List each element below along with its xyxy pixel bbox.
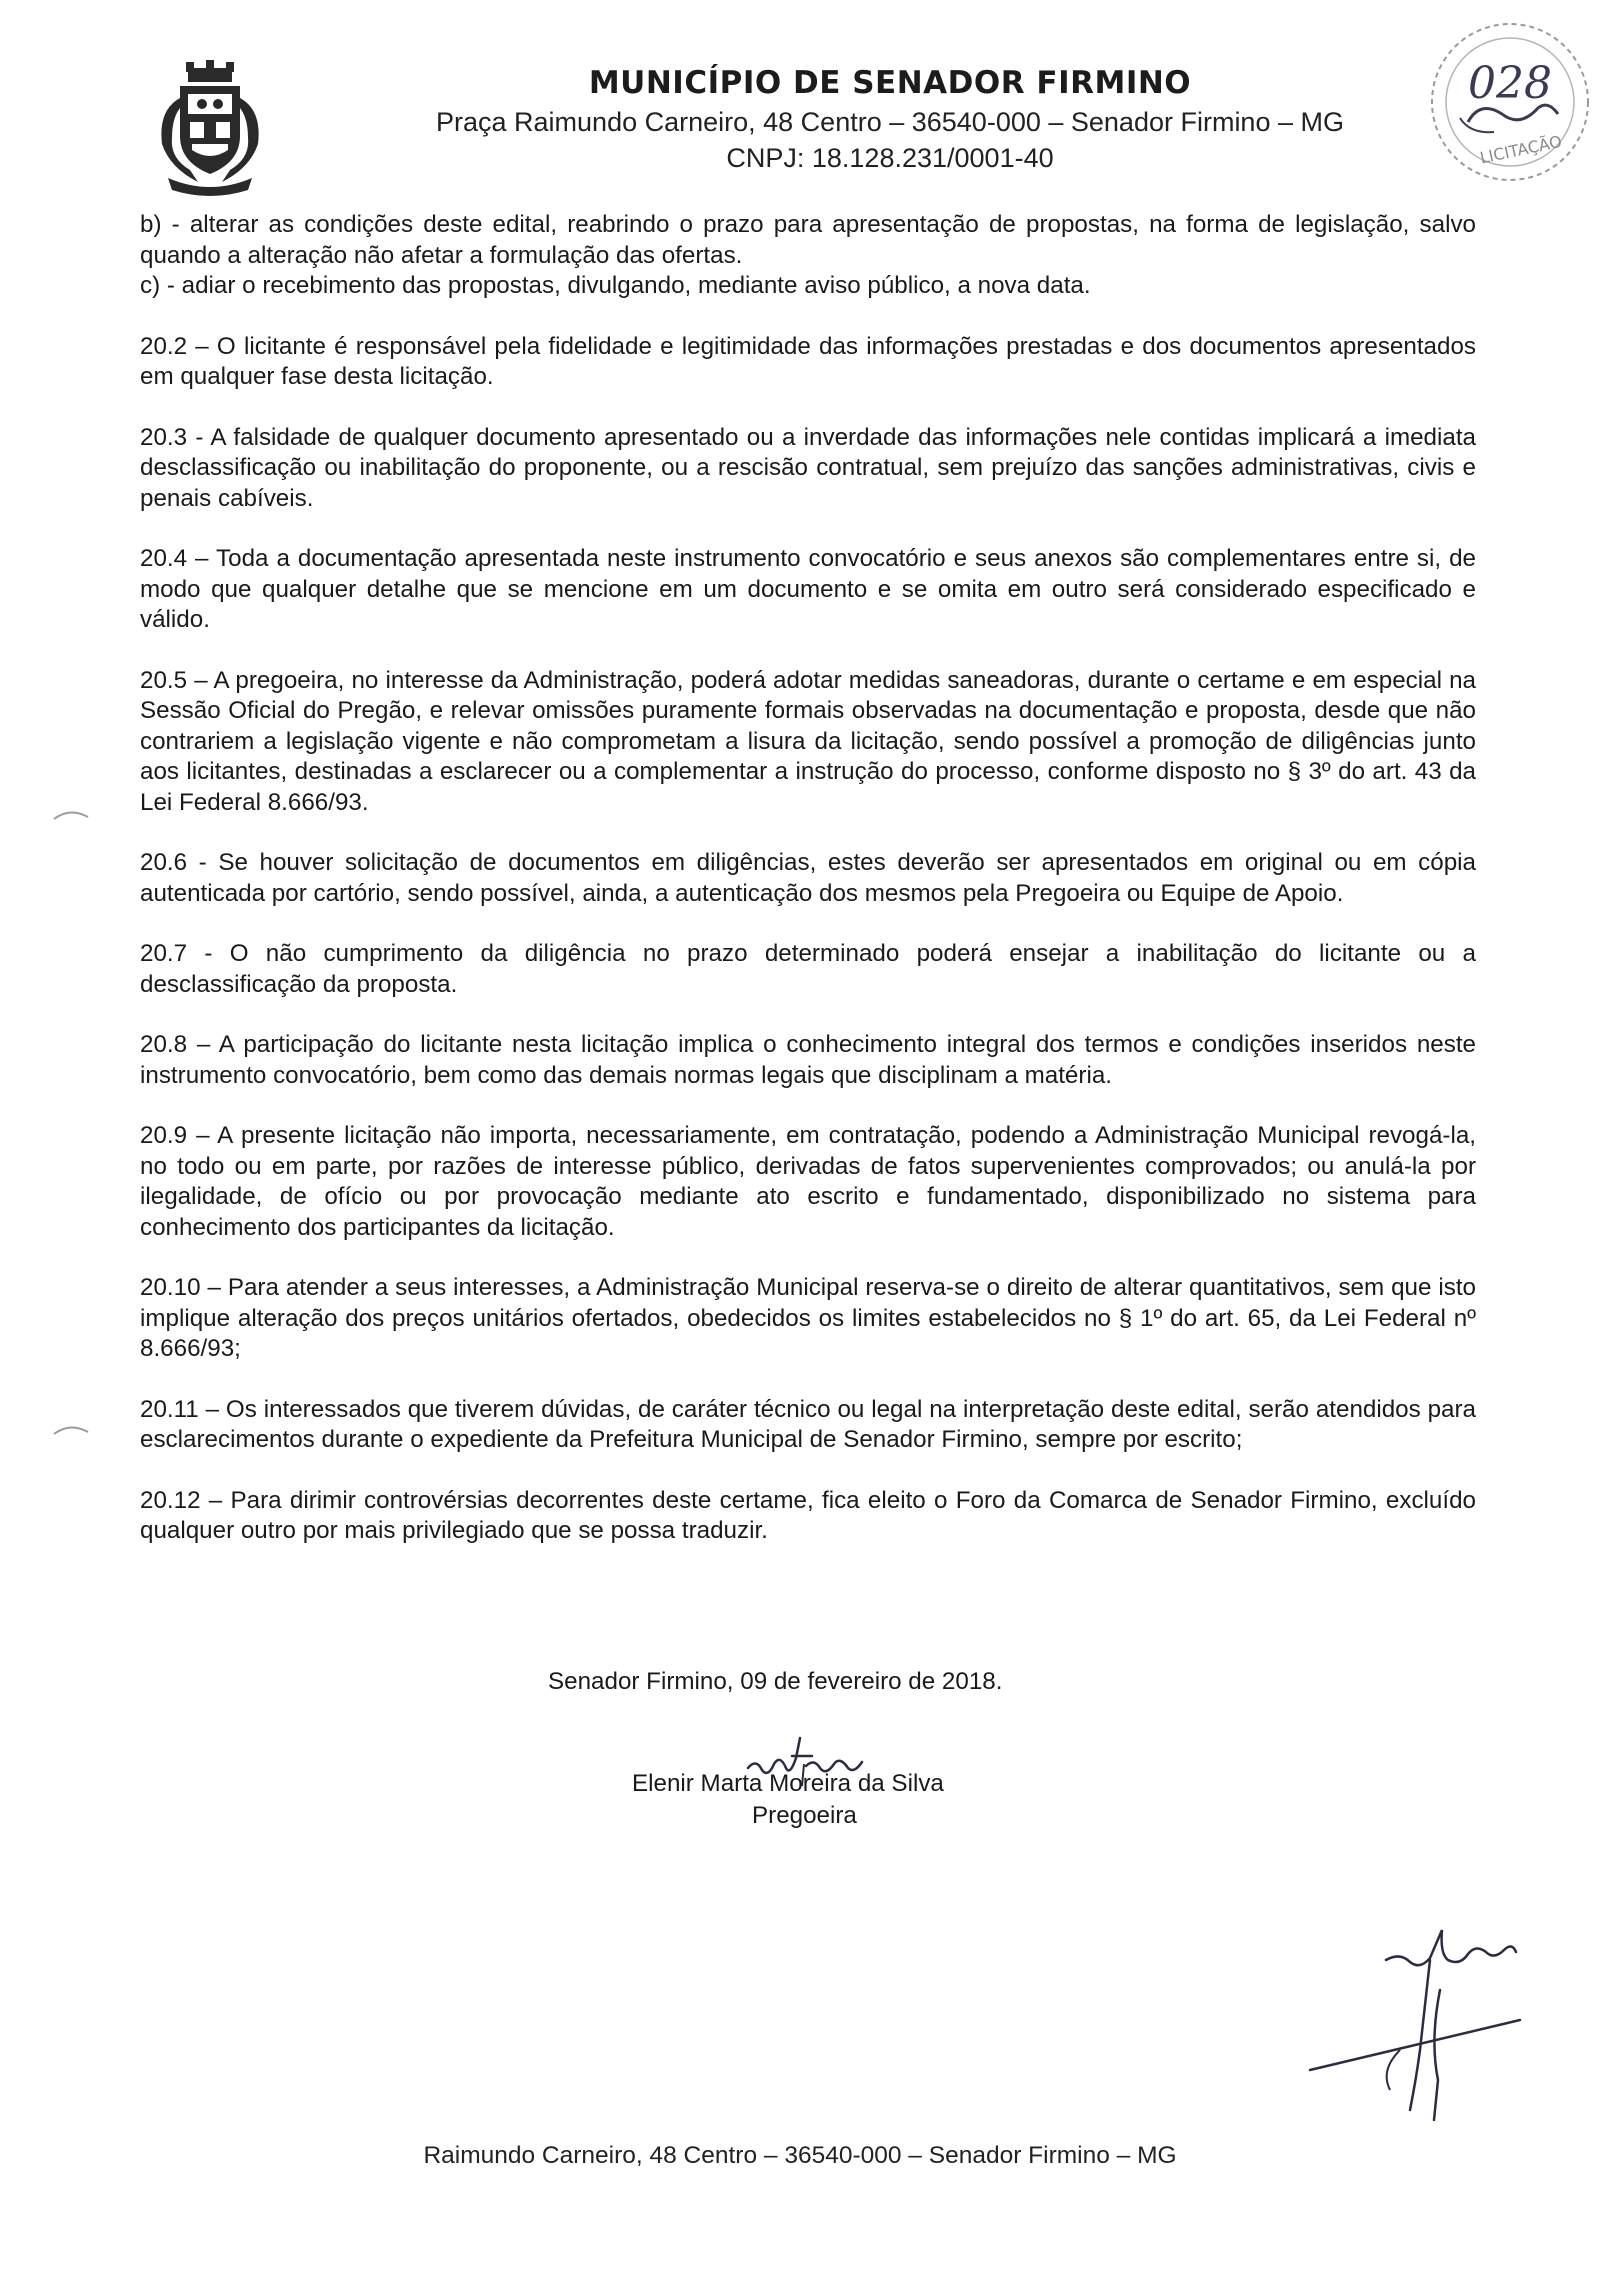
paragraph-20-11: 20.11 – Os interessados que tiverem dúvidas, de caráter técnico ou legal na interpretação deste edital, serão atendidos para esclarecimentos durante o expediente da Prefeitura Municipal de Senador Firmino, sempre por escrito; <box>140 1395 1476 1453</box>
signer-name: Elenir Marta Moreira da Silva <box>632 1770 944 1797</box>
paragraph-20-7: 20.7 - O não cumprimento da diligência no prazo determinado poderá ensejar a inabilitação do licitante ou a desclassificação da proposta. <box>140 940 1476 998</box>
municipality-address: Praça Raimundo Carneiro, 48 Centro – 36540-000 – Senador Firmino – MG <box>436 107 1344 137</box>
paragraph-b: b) - alterar as condições deste edital, reabrindo o prazo para apresentação de propostas, na forma de legislação, salvo quando a alteração não afetar a formulação das ofertas. <box>140 211 1476 269</box>
paragraph-20-4: 20.4 – Toda a documentação apresentada neste instrumento convocatório e seus anexos são complementares entre si, de modo que qualquer detalhe que se mencione em um documento e se omita em outro será considerado especificado e válido. <box>140 545 1476 633</box>
paragraph-20-9: 20.9 – A presente licitação não importa, necessariamente, em contratação, podendo a Administração Municipal revogá-la, no todo ou em parte, por razões de interesse público, derivadas de fatos supervenientes comprovados; ou anulá-la por ilegalidade, de ofício ou por provocação mediante ato escrito e fundamentado, disponibilizado no sistema para conhecimento dos participantes da licitação. <box>140 1122 1476 1241</box>
stamp-label: LICITAÇÃO <box>1478 131 1564 168</box>
paragraph-20-8: 20.8 – A participação do licitante nesta licitação implica o conhecimento integral dos termos e condições inseridos neste instrumento convocatório, bem como das demais normas legais que disciplinam a matéria. <box>140 1031 1476 1089</box>
paragraph-20-2: 20.2 – O licitante é responsável pela fidelidade e legitimidade das informações prestadas e dos documentos apresentados em qualquer fase desta licitação. <box>140 332 1476 390</box>
municipal-crest-icon <box>150 58 270 198</box>
margin-mark <box>52 1420 92 1440</box>
paragraph-20-6: 20.6 - Se houver solicitação de documentos em diligências, estes deverão ser apresentados em original ou em cópia autenticada por cartório, sendo possível, ainda, a autenticação dos mesmos pela Pregoeira ou Equipe de Apoio. <box>140 849 1476 907</box>
document-body <box>140 210 1476 1577</box>
municipality-title: MUNICÍPIO DE SENADOR FIRMINO <box>588 65 1192 101</box>
paragraph-c: c) - adiar o recebimento das propostas, divulgando, mediante aviso público, a nova data. <box>140 272 1091 299</box>
margin-mark <box>52 805 92 825</box>
paragraph-20-12: 20.12 – Para dirimir controvérsias decorrentes deste certame, fica eleito o Foro da Comarca de Senador Firmino, excluído qualquer outro por mais privilegiado que se possa traduzir. <box>140 1486 1476 1544</box>
paragraph-20-10: 20.10 – Para atender a seus interesses, a Administração Municipal reserva-se o direito de alterar quantitativos, sem que isto implique alteração dos preços unitários ofertados, obedecidos os limites estabelecidos no § 1º do art. 65, da Lei Federal nº 8.666/93; <box>140 1274 1476 1362</box>
stamp-number: 028 <box>1468 58 1552 109</box>
place-and-date: Senador Firmino, 09 de fevereiro de 2018. <box>548 1668 1003 1695</box>
municipality-cnpj: CNPJ: 18.128.231/0001-40 <box>726 143 1054 173</box>
page-footer: Raimundo Carneiro, 48 Centro – 36540-000 – Senador Firmino – MG <box>423 2142 1177 2169</box>
paragraph-20-5: 20.5 – A pregoeira, no interesse da Administração, poderá adotar medidas saneadoras, durante o certame e em especial na Sessão Oficial do Pregão, e relevar omissões puramente formais observadas na documentação e proposta, desde que não contrariem a legislação vigente e não comprometam a lisura da licitação, sendo possível a promoção de diligências junto aos licitantes, destinadas a esclarecer ou a complementar a instrução do processo, conforme disposto no § 3º do art. 43 da Lei Federal 8.666/93. <box>140 666 1476 816</box>
letterhead <box>380 62 1400 176</box>
initials-signature <box>1290 1920 1530 2130</box>
signer-role: Pregoeira <box>752 1802 857 1829</box>
licitacao-page-stamp <box>1410 10 1600 190</box>
paragraph-20-3: 20.3 - A falsidade de qualquer documento apresentado ou a inverdade das informações nele contidas implicará a imediata desclassificação ou inabilitação do proponente, ou a rescisão contratual, sem prejuízo das sanções administrativas, civis e penais cabíveis. <box>140 423 1476 512</box>
